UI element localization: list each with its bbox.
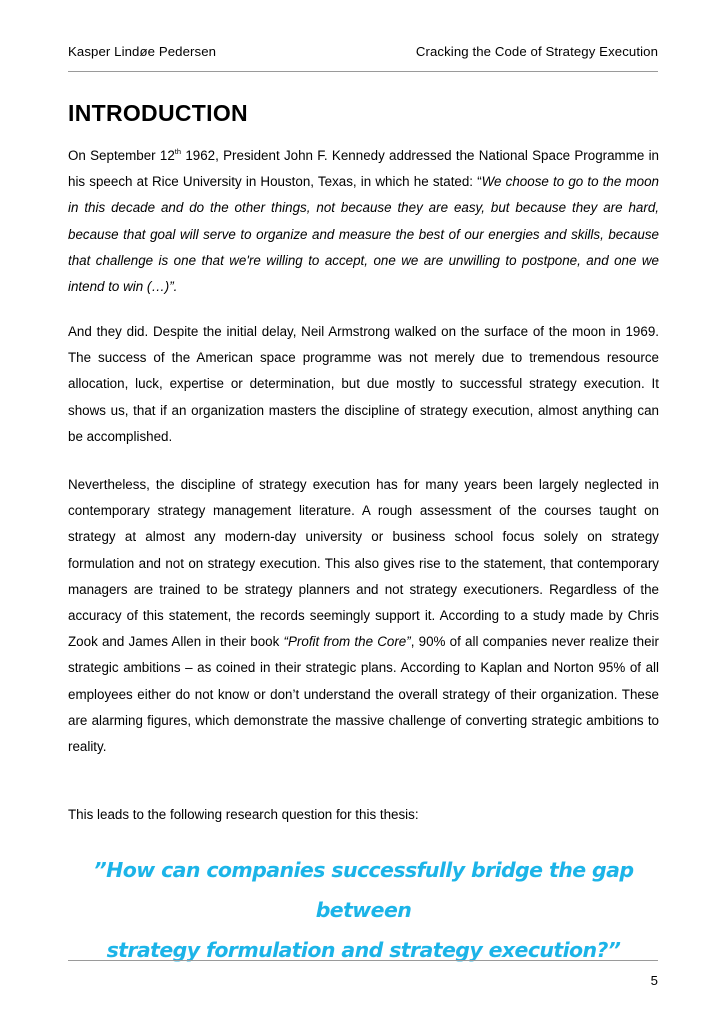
- header-divider: [68, 71, 658, 72]
- section-heading: INTRODUCTION: [68, 100, 248, 126]
- p1-kennedy-quotation: We choose to go to the moon in this decade and do the other things, not because they are easy, but because they are hard, because that goal will serve to organize and measure the best of our energies and skills, because that challenge is one that we're willing to accept, one we are unwilling to postpone, and one we intend to win (…)”.: [68, 174, 659, 295]
- p1-ordinal-suffix: th: [174, 147, 182, 156]
- header-author: Kasper Lindøe Pedersen: [68, 44, 217, 59]
- research-question: [68, 850, 659, 970]
- p1-text-start: On September 12: [68, 148, 175, 163]
- paragraph-kennedy-quote: [68, 143, 659, 300]
- page-header: [68, 44, 658, 64]
- paragraph-strategy-literature: [68, 472, 659, 760]
- header-document-title: Cracking the Code of Strategy Execution: [415, 44, 658, 59]
- paragraph-moon-landing: And they did. Despite the initial delay, Neil Armstrong walked on the surface of the moon in 1969. The success of the American space programme was not merely due to tremendous resource allocation, luck, expertise or determination, but due mostly to successful strategy execution. It shows us, that if an organization masters the discipline of strategy execution, almost anything can be accomplished.: [68, 324, 659, 444]
- p3-text-end: , 90% of all companies never realize their strategic ambitions – as coined in their strategic plans. According to Kaplan and Norton 95% of all employees either do not know or don’t understand the overall strategy of their organization. These are alarming figures, which demonstrate the massive challenge of converting strategic ambitions to reality.: [68, 634, 659, 755]
- p1-text-middle: 1962, President John F. Kennedy addressed the National Space Programme in his speech at Rice University in Houston, Texas, in which he stated: “: [68, 148, 659, 190]
- p3-text-start: Nevertheless, the discipline of strategy execution has for many years been largely neglected in contemporary strategy management literature. A rough assessment of the courses taught on strategy at almost any modern-day university or business school focus solely on strategy formulation and not on strategy execution. This also gives rise to the statement, that contemporary managers are trained to be strategy planners and not strategy executioners. Regardless of the accuracy of this statement, the records seemingly support it. According to a study made by Chris Zook and James Allen in their book: [68, 477, 659, 650]
- p3-book-title: “Profit from the Core”: [283, 634, 411, 650]
- research-question-line-1: ”How can companies successfully bridge the gap between: [93, 858, 634, 922]
- footer-divider: [68, 960, 658, 961]
- research-question-line-2: strategy formulation and strategy execution?”: [106, 938, 621, 962]
- page-number: 5: [650, 973, 658, 988]
- paragraph-research-intro: This leads to the following research question for this thesis:: [68, 807, 419, 822]
